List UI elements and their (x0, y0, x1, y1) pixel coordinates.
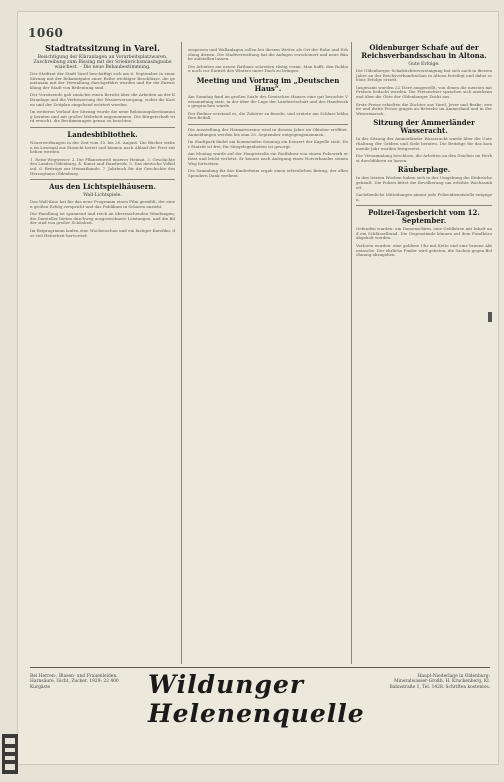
headline-meeting: Meeting und Vortrag im „Deutschen Haus“. (196, 75, 340, 93)
subhead: Besichtigung der Kläranlagen an Vorarbeitsplatzwaren. Zuschreibung zum Bissing mit der Sriederichsmiasingnabe wiaichest. – Die neue Bebaubestimmung. (33, 55, 172, 70)
article-paragraph: Die Handlung ist spannend und reich an überraschenden Wendungen; die Darsteller bieten durchweg ausgezeichnete Leistungen, und die Bilder sind von großer Schönheit. (30, 211, 175, 226)
article-paragraph: Der Vorsitzende gab zunächst einen Bericht über die Arbeiten an der Kläranlage und die Verbesserung der Wasserversorgung, wobei die Kosten und der Zeitplan eingehend erörtert wurden. (30, 92, 175, 107)
newspaper-page (18, 12, 498, 764)
headline-stadtratssitzung: Stadtratssitzung in Varel. (45, 43, 160, 53)
article-separator (30, 127, 175, 128)
article-paragraph: In den letzten Wochen haben sich in der Umgebung die Einbrüche gehäuft. Die Polizei bittet die Bevölkerung um erhöhte Wachsamkeit. (356, 175, 492, 190)
headline-lichtspielhaeuser: Aus den Lichtspielhäusern. (49, 182, 156, 192)
article-paragraph: Neuerwerbungen in der Zeit vom 15. bis 28. August. Die Bücher stehen im Lesesaal zur Einsicht bereit und können nach Ablauf der Frist entliehen werden. (30, 139, 175, 155)
article-separator (356, 205, 492, 206)
article-paragraph: Erste Preise erhielten die Züchter aus Varel, Jever und Brake; zweite und dritte Preise gingen an Betriebe im Ammerland und in der Wesermarsch. (356, 101, 492, 116)
article-paragraph: Das Wall-Kino hat für das neue Programm einen Film gewählt, der einen großen Erfolg verspricht und das Publikum in Scharen anzieht. (30, 199, 176, 209)
ad-right-text: Haupt-Niederlage in Oldenburg: Mineralwasser-Großh. H. Kruckenberg, Kl. Bahnstraße 1, Tel. 1428. Schriften kostenlos. (389, 674, 490, 690)
subhead: Wall-Lichtspiele. (83, 193, 122, 199)
article-paragraph: Am Montag wurde auf der Hauptstraße ein Radfahrer von einem Fuhrwerk erfasst und leicht verletzt. Er konnte nach Anlegung eines Notverbandes seinen Weg fortsetzen. (188, 151, 348, 166)
article-paragraph: Der Redner verstand es, die Zuhörer zu fesseln, und erntete am Schluss lebhaften Beifall. (188, 110, 348, 121)
subhead: Gute Erfolge. (408, 62, 440, 67)
article-paragraph: Im Stadtpark findet am kommenden Sonntag ein Konzert der Kapelle statt. Der Eintritt ist frei, für Sitzgelegenheiten ist gesorgt. (188, 139, 348, 149)
column-middle (188, 48, 348, 181)
article-paragraph: zuspeisen und Wallanlagen sollen bei diesem Wetter als Ort der Ruhe und Erholung dienen. Die Stadtverwaltung hat die Anlagen verschönert und neue Bänke aufstellen lassen. (188, 47, 348, 62)
article-paragraph: Am Sonntag fand im großen Saale des Deutschen Hauses eine gut besuchte Versammlung statt, in der über die Lage der Landwirtschaft und des Handwerks gesprochen wurde. (188, 93, 348, 109)
scrollbar-thumb[interactable] (488, 312, 492, 322)
article-paragraph: Im Beiprogramm laufen eine Wochenschau und ein lustiger Kurzfilm, der viel Heiterkeit hervorrief. (30, 228, 175, 238)
column-left (30, 42, 175, 241)
column-divider (181, 42, 182, 664)
article-paragraph: Sachdienliche Mitteilungen nimmt jede Polizeidienststelle entgegen. (356, 192, 492, 202)
article-paragraph: Die Oldenburger Schafzüchtervereinigung hat sich auch in diesem Jahre an der Reichsverbandsschau in Altona beteiligt und dabei schöne Erfolge erzielt. (356, 68, 492, 83)
headline-oldenburger-schafe: Oldenburger Schafe auf der Reichsverbandsschau in Altona. (361, 43, 487, 60)
advertisement-banner (30, 667, 490, 728)
headline-landesbibliothek: Landesbibliothek. (67, 129, 138, 139)
article-paragraph: Im weiteren Verlauf der Sitzung wurde die neue Bebauungsbestimmung beraten und mit großer Mehrheit angenommen. Die Bürgerschaft wird ersucht, die Bestimmungen genau zu beachten. (30, 109, 175, 124)
headline-polizei-tagesbericht: Polizei-Tagesbericht vom 12. September. (368, 208, 480, 226)
article-paragraph: Der Stadtrat der Stadt Varel beschäftigt sich am 6. September in einer Sitzung mit der Bekanntgabe einer Reihe wichtiger Beschlüsse, die gemeinsam mit der Verwaltung durchgeführt wurden und für die Entwicklung der Stadt von Bedeutung sind. (30, 71, 175, 90)
page-number: 1060 (28, 26, 64, 40)
article-separator (30, 179, 175, 180)
column-divider (351, 42, 352, 664)
article-paragraph: Gefunden wurden: ein Damenschirm, eine Geldbörse mit Inhalt und ein Schlüsselbund. Die Gegenstände können auf dem Fundbüro abgeholt werden. (356, 226, 492, 241)
article-paragraph: Die Arbeiten am neuen Rathaus schreiten rüstig voran. Man hofft, den Rohbau noch vor Eintritt des Winters unter Dach zu bringen. (188, 63, 348, 74)
article-paragraph: Verloren wurden: eine goldene Uhr mit Kette und eine braune Aktentasche. Der ehrliche Finder wird gebeten, die Sachen gegen Belohnung abzugeben. (356, 243, 492, 258)
article-paragraph: Die Sammlung für das Kinderheim ergab einen erfreulichen Betrag, der allen Spendern Dank verdient. (188, 168, 348, 178)
headline-wasseracht: Sitzung der Ammerländer Wasseracht. (373, 118, 475, 136)
ad-left-text: Bei Herren-, Blasen- und Frauenleiden. Harnsäure, Gicht, Zucker. 1929: 22 400 Kurgäste (30, 674, 119, 690)
library-stamp-icon (0, 732, 20, 776)
article-paragraph: Die Ausstellung der Heimatvereine wird in diesem Jahre im Oktober eröffnet. Anmeldungen werden bis zum 20. September entgegengenommen. (188, 126, 348, 137)
article-paragraph: 1. Reise-Wegweiser. 2. Die Pflanzenwelt unserer Heimat. 3. Geschichte des Landes Oldenburg. 4. Kunst und Handwerk. 5. Das deutsche Volkslied. 6. Beiträge zur Heimatkunde. 7. Jahrbuch für die Geschichte des Herzogtums Oldenburg. (30, 156, 175, 176)
column-right (356, 42, 492, 261)
headline-raeuberplage: Räuberplage. (397, 165, 451, 175)
article-paragraph: Insgesamt wurden 22 Tiere ausgestellt, von denen die meisten mit Preisen bedacht wurden. Die Preisrichter sprachen sich anerkennend über die Güte der Oldenburger Zucht aus. (356, 84, 492, 99)
ad-brand-wordmark: Wildunger Helenenquelle (148, 670, 365, 728)
article-paragraph: Die Versammlung beschloss, die Arbeiten an den Deichen im Herbst durchführen zu lassen. (356, 153, 492, 163)
article-separator (188, 124, 348, 125)
article-paragraph: In der Sitzung der Ammerländer Wasseracht wurde über die Unterhaltung der Gräben und Siele beraten. Die Beiträge für das kommende Jahr wurden festgesetzt. (356, 136, 492, 151)
